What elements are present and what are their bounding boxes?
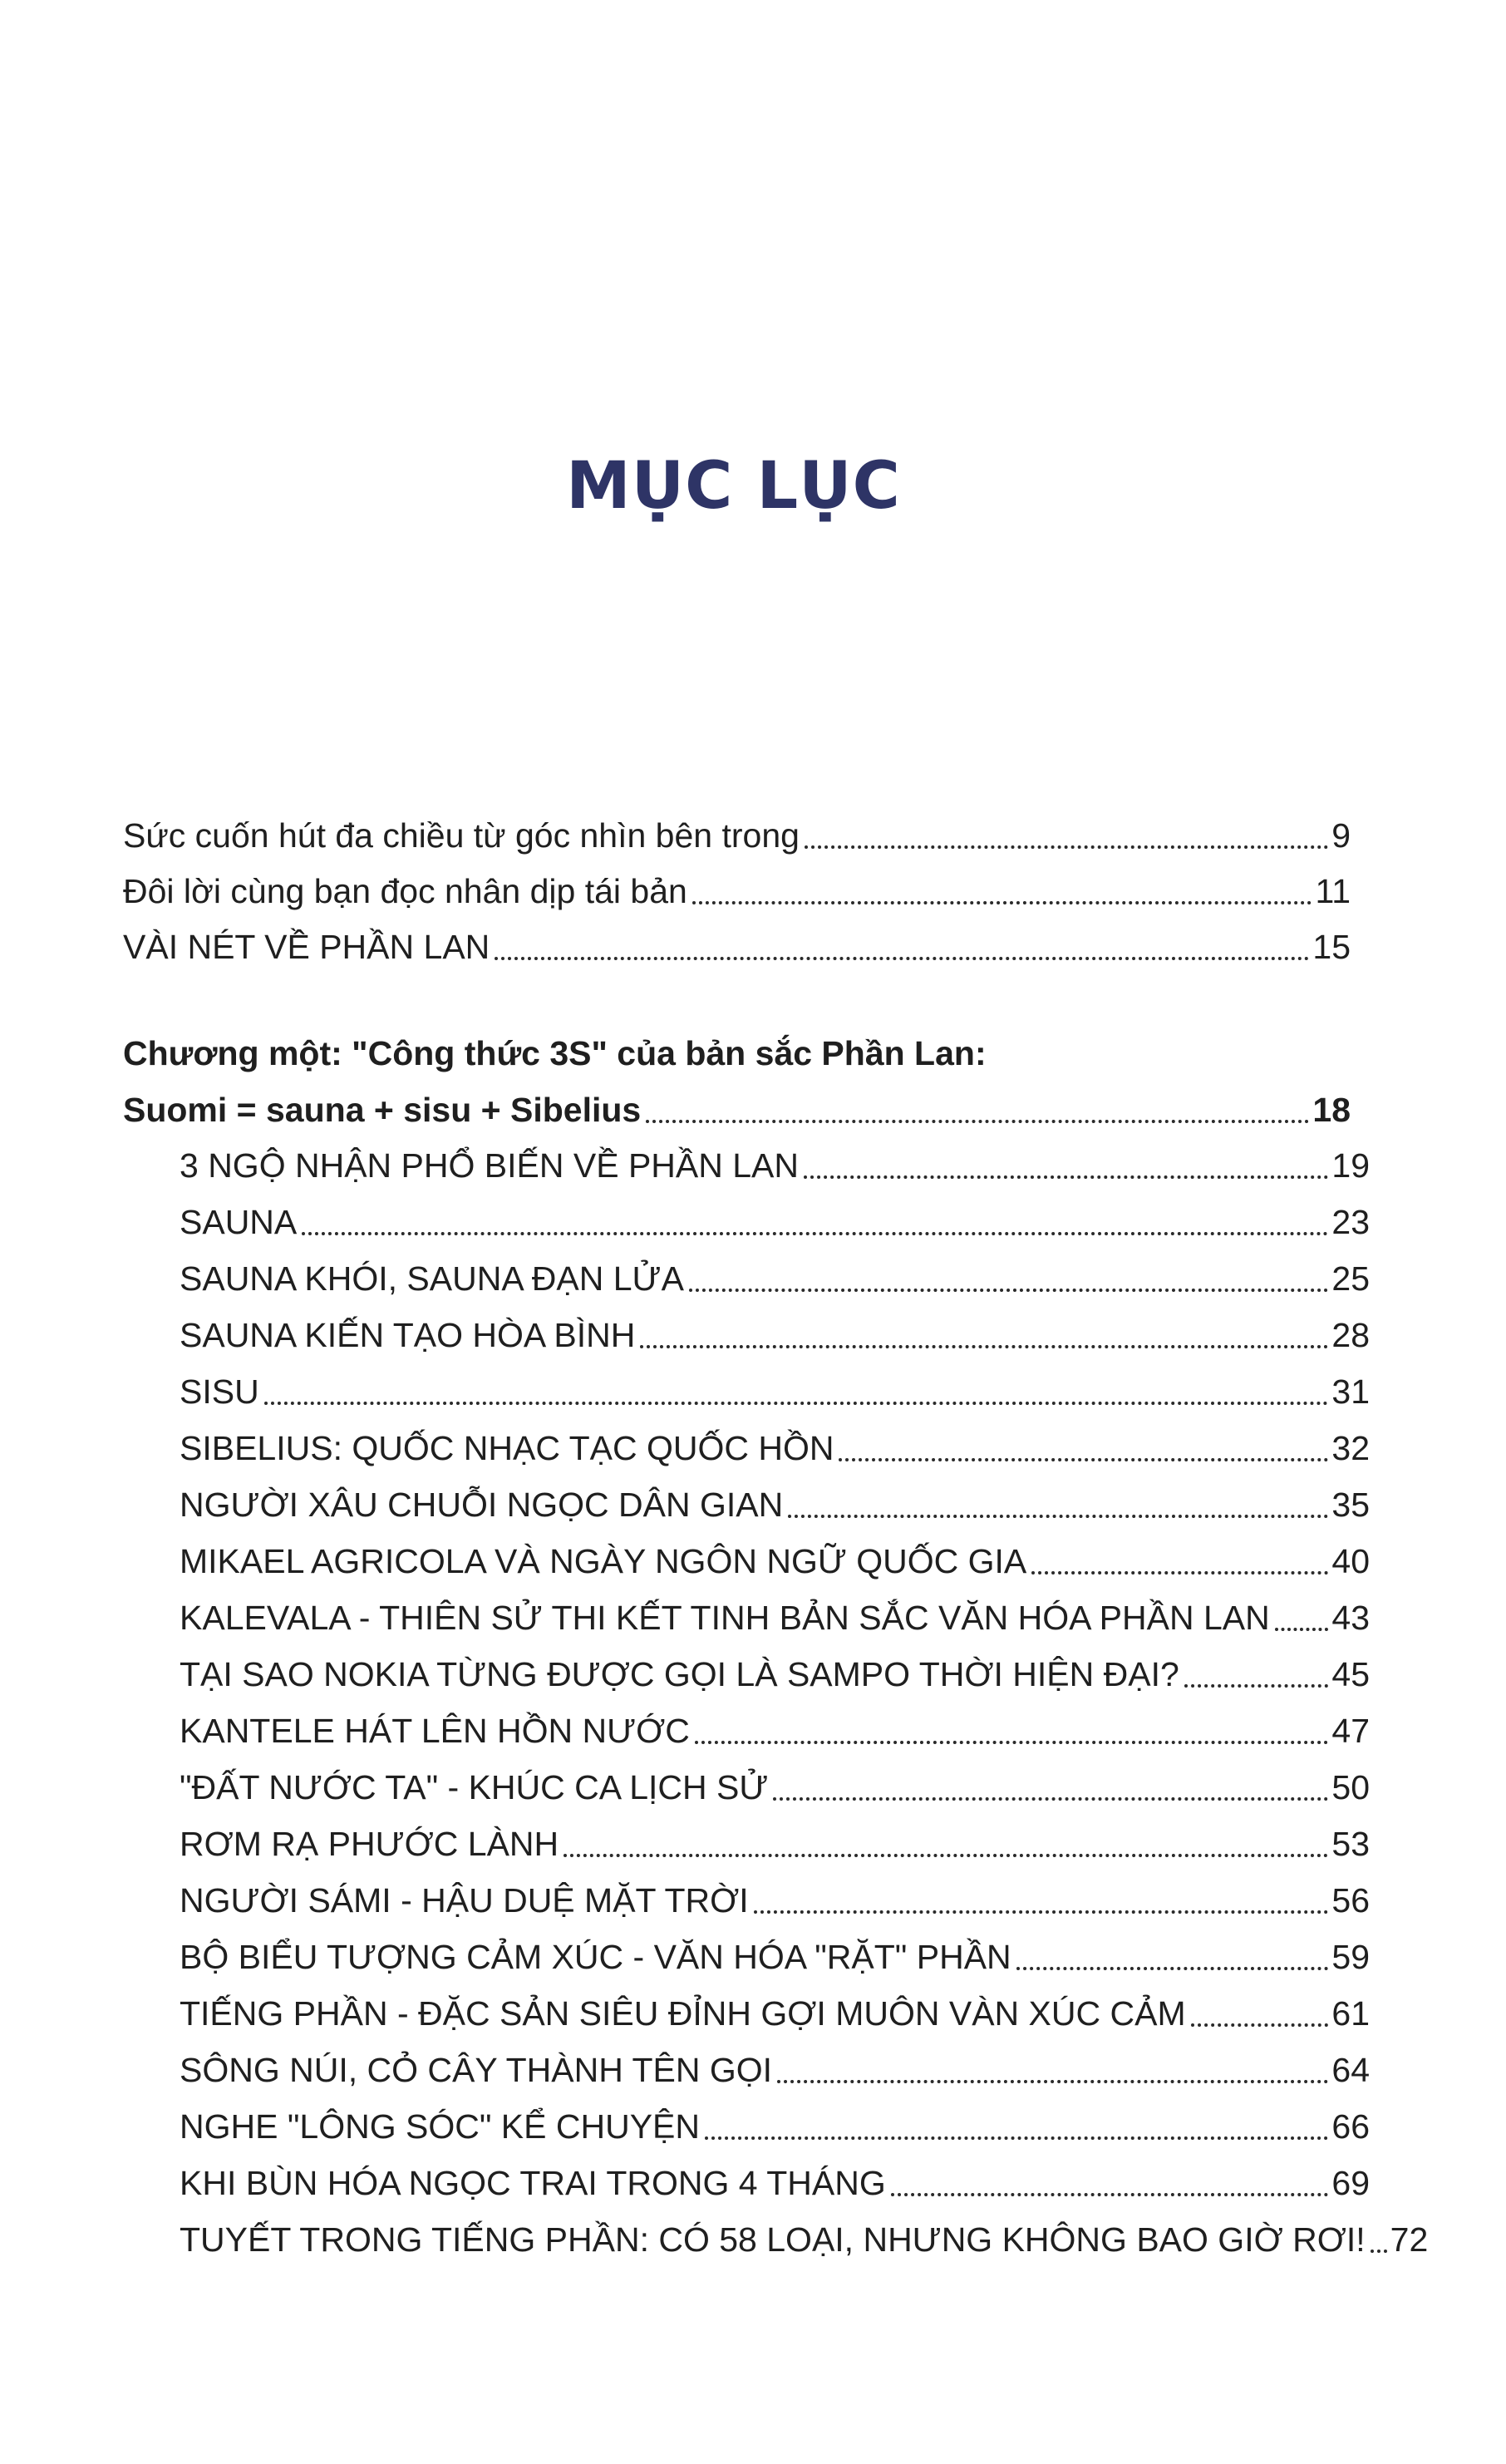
dot-leader bbox=[804, 1175, 1328, 1179]
toc-entry-page: 59 bbox=[1331, 1938, 1370, 1976]
toc-entry-label: SAUNA KHÓI, SAUNA ĐẠN LỬA bbox=[180, 1259, 684, 1298]
toc-entry-label: NGHE "LÔNG SÓC" KỂ CHUYỆN bbox=[180, 2107, 700, 2146]
toc-entry[interactable] bbox=[180, 1141, 1370, 1190]
toc-entry[interactable] bbox=[123, 811, 1351, 860]
toc-entry[interactable] bbox=[123, 866, 1351, 916]
dot-leader bbox=[695, 1741, 1328, 1744]
toc-entry-page: 64 bbox=[1331, 2051, 1370, 2089]
toc-entry-label: KHI BÙN HÓA NGỌC TRAI TRONG 4 THÁNG bbox=[180, 2164, 886, 2202]
toc-entry[interactable] bbox=[180, 1254, 1370, 1303]
toc-entry-label: NGƯỜI SÁMI - HẬU DUỆ MẶT TRỜI bbox=[180, 1881, 749, 1919]
dot-leader bbox=[705, 2136, 1328, 2140]
dot-leader bbox=[891, 2193, 1329, 2196]
dot-leader bbox=[264, 1402, 1329, 1405]
toc-entry-page: 50 bbox=[1331, 1768, 1370, 1806]
dot-leader bbox=[805, 845, 1328, 849]
toc-entry-label: BỘ BIỂU TƯỢNG CẢM XÚC - VĂN HÓA "RẶT" PHẦN bbox=[180, 1938, 1011, 1976]
dot-leader bbox=[754, 1910, 1329, 1914]
toc-entry[interactable] bbox=[180, 1706, 1370, 1756]
toc-entry-page: 31 bbox=[1331, 1372, 1370, 1411]
dot-leader bbox=[564, 1854, 1328, 1857]
toc-entry-label: 3 NGỘ NHẬN PHỔ BIẾN VỀ PHẦN LAN bbox=[180, 1146, 800, 1185]
toc-entry-label: KALEVALA - THIÊN SỬ THI KẾT TINH BẢN SẮC VĂN HÓA PHẦN LAN bbox=[180, 1599, 1270, 1637]
dot-leader bbox=[1031, 1571, 1328, 1574]
toc-entry-page: 23 bbox=[1331, 1203, 1370, 1241]
toc-entry-label: RƠM RẠ PHƯỚC LÀNH bbox=[180, 1825, 559, 1863]
toc-entry-label: SISU bbox=[180, 1372, 259, 1411]
toc-entry[interactable] bbox=[180, 1988, 1370, 2038]
dot-leader bbox=[839, 1458, 1328, 1461]
dot-leader bbox=[302, 1232, 1328, 1235]
toc-entry-label: SÔNG NÚI, CỎ CÂY THÀNH TÊN GỌI bbox=[180, 2051, 773, 2089]
toc-entry[interactable] bbox=[180, 1593, 1370, 1643]
toc-entry-label: KANTELE HÁT LÊN HỒN NƯỚC bbox=[180, 1712, 690, 1750]
toc-entry-page: 72 bbox=[1390, 2220, 1429, 2259]
toc-entry-page: 19 bbox=[1331, 1146, 1370, 1185]
page-title: MỤC LỤC bbox=[566, 449, 901, 524]
toc-entry-page: 11 bbox=[1315, 872, 1351, 910]
toc-entry[interactable] bbox=[180, 1197, 1370, 1247]
toc-entry-label: "ĐẤT NƯỚC TA" - KHÚC CA LỊCH SỬ bbox=[180, 1768, 769, 1806]
toc-entry-page: 53 bbox=[1331, 1825, 1370, 1863]
toc-entry-page: 32 bbox=[1331, 1429, 1370, 1467]
toc-entry-page: 9 bbox=[1331, 816, 1351, 855]
toc-entry[interactable] bbox=[123, 922, 1351, 972]
toc-entry-label: SIBELIUS: QUỐC NHẠC TẠC QUỐC HỒN bbox=[180, 1429, 834, 1467]
toc-entry[interactable] bbox=[180, 1875, 1370, 1925]
toc-entry-label: TUYẾT TRONG TIẾNG PHẦN: CÓ 58 LOẠI, NHƯNG KHÔNG BAO GIỜ RƠI! bbox=[180, 2220, 1366, 2259]
toc-entry[interactable] bbox=[180, 1310, 1370, 1360]
toc-entry-label: SAUNA bbox=[180, 1203, 298, 1241]
toc-entry-page: 35 bbox=[1331, 1486, 1370, 1524]
toc-entry[interactable] bbox=[180, 1932, 1370, 1982]
toc-entry[interactable] bbox=[180, 1649, 1370, 1699]
toc-entry-page: 61 bbox=[1331, 1994, 1370, 2033]
toc-entry[interactable] bbox=[180, 1423, 1370, 1473]
toc-entry[interactable] bbox=[180, 1480, 1370, 1530]
chapter-heading: Chương một: "Công thức 3S" của bản sắc Phần Lan: bbox=[123, 1034, 987, 1072]
toc-entry-page: 15 bbox=[1312, 928, 1351, 966]
dot-leader bbox=[773, 1797, 1328, 1801]
toc-entry[interactable] bbox=[180, 1819, 1370, 1869]
toc-entry[interactable] bbox=[180, 2215, 1429, 2264]
toc-entry-label: NGƯỜI XÂU CHUỖI NGỌC DÂN GIAN bbox=[180, 1486, 784, 1524]
toc-entry-label: SAUNA KIẾN TẠO HÒA BÌNH bbox=[180, 1316, 636, 1354]
toc-entry-label: Đôi lời cùng bạn đọc nhân dịp tái bản bbox=[123, 872, 687, 910]
chapter-entry[interactable] bbox=[123, 1085, 1351, 1135]
toc-entry-page: 25 bbox=[1331, 1259, 1370, 1298]
toc-entry-page: 40 bbox=[1331, 1542, 1370, 1580]
dot-leader bbox=[1371, 2250, 1387, 2253]
dot-leader bbox=[1184, 1684, 1329, 1688]
toc-entry-label: Sức cuốn hút đa chiều từ góc nhìn bên trong bbox=[123, 816, 800, 855]
toc-entry[interactable] bbox=[180, 2158, 1370, 2208]
dot-leader bbox=[788, 1515, 1328, 1518]
dot-leader bbox=[689, 1289, 1328, 1292]
toc-entry-page: 28 bbox=[1331, 1316, 1370, 1354]
toc-entry-label: TẠI SAO NOKIA TỪNG ĐƯỢC GỌI LÀ SAMPO THỜI HIỆN ĐẠI? bbox=[180, 1655, 1179, 1693]
toc-entry[interactable] bbox=[180, 1762, 1370, 1812]
toc-entry-page: 45 bbox=[1331, 1655, 1370, 1693]
toc-entry-page: 47 bbox=[1331, 1712, 1370, 1750]
toc-entry-page: 56 bbox=[1331, 1881, 1370, 1919]
chapter-subtitle: Suomi = sauna + sisu + Sibelius bbox=[123, 1091, 642, 1129]
dot-leader bbox=[1016, 1967, 1329, 1970]
dot-leader bbox=[1191, 2023, 1329, 2027]
toc-entry-page: 66 bbox=[1331, 2107, 1370, 2146]
toc-entry-label: MIKAEL AGRICOLA VÀ NGÀY NGÔN NGỮ QUỐC GIA bbox=[180, 1542, 1027, 1580]
toc-entry-label: TIẾNG PHẦN - ĐẶC SẢN SIÊU ĐỈNH GỢI MUÔN VÀN XÚC CẢM bbox=[180, 1994, 1186, 2033]
toc-entry-label: VÀI NÉT VỀ PHẦN LAN bbox=[123, 928, 490, 966]
dot-leader bbox=[1275, 1628, 1329, 1631]
toc-entry[interactable] bbox=[180, 1367, 1370, 1417]
toc-entry[interactable] bbox=[180, 2102, 1370, 2151]
dot-leader bbox=[692, 901, 1312, 904]
toc-entry-page: 43 bbox=[1331, 1599, 1370, 1637]
dot-leader bbox=[646, 1120, 1309, 1123]
dot-leader bbox=[777, 2080, 1328, 2083]
dot-leader bbox=[640, 1345, 1328, 1348]
dot-leader bbox=[495, 957, 1309, 960]
toc-entry[interactable] bbox=[180, 1536, 1370, 1586]
toc-entry-page: 69 bbox=[1331, 2164, 1370, 2202]
chapter-page: 18 bbox=[1312, 1091, 1351, 1129]
toc-entry[interactable] bbox=[180, 2045, 1370, 2095]
